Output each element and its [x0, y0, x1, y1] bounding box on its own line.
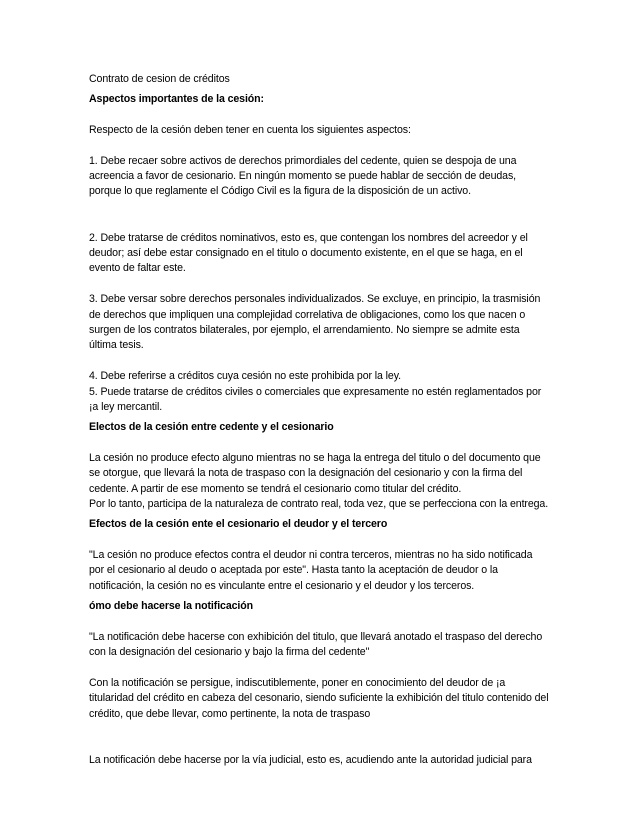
paragraph: 5. Puede tratarse de créditos civiles o comerciales que expresamente no estén reglamentados por ¡a ley mercantil.	[89, 385, 542, 414]
document-title: Contrato de cesion de créditos	[89, 73, 230, 85]
section-heading-electos: Electos de la cesión entre cedente y el cesionario	[89, 421, 334, 434]
section-heading-efectos: Efectos de la cesión ente el cesionario el deudor y el tercero	[89, 518, 388, 531]
paragraph: La notificación debe hacerse por la vía judicial, esto es, acudiendo ante la autoridad judicial para	[89, 753, 532, 766]
paragraph: La cesión no produce efecto alguno mientras no se haga la entrega del titulo o del documento que se otorgue, que llevará la nota de traspaso con la designación del cesionario y con la firma del cedente. A partir de ese momento se tendrá el cesionario como titular del crédito.	[89, 451, 541, 495]
paragraph: "La notificación debe hacerse con exhibición del titulo, que llevará anotado el traspaso del derecho con la designación del cesionario y bajo la firma del cedente"	[89, 630, 543, 658]
section-heading-notificacion: ómo debe hacerse la notificación	[89, 600, 253, 613]
section-heading-aspectos: Aspectos importantes de la cesión:	[89, 93, 264, 106]
document-body	[89, 72, 550, 768]
paragraph: 1. Debe recaer sobre activos de derechos primordiales del cedente, quien se despoja de una acreencia a favor de cesionario. En ningún momento se puede hablar de sección de deudas, porque lo que reglamente el Código Civil es la figura de la disposición de un activo.	[89, 154, 517, 198]
paragraph: "La cesión no produce efectos contra el deudor ni contra terceros, mientras no ha sido notificada por el cesionario al deudo o aceptada por este". Hasta tanto la aceptación de deudor o la notificación, la cesión no es vinculante entre el cesionario y el deudor y los terceros.	[89, 548, 533, 592]
paragraph: 2. Debe tratarse de créditos nominativos, esto es, que contengan los nombres del acreedor y el deudor; así debe estar consignado en el titulo o documento existente, en el que se haga, en el evento de faltar este.	[89, 231, 528, 275]
paragraph: Con la notificación se persigue, indiscutiblemente, poner en conocimiento del deudor de ¡a titularidad del crédito en cabeza del cesonario, siendo suficiente la exhibición del titulo contenido del crédito, que debe llevar, como pertinente, la nota de traspaso	[89, 676, 549, 720]
paragraph: Por lo tanto, participa de la naturaleza de contrato real, toda vez, que se perfecciona con la entrega.	[89, 498, 549, 511]
paragraph: 3. Debe versar sobre derechos personales individualizados. Se excluye, en principio, la trasmisión de derechos que impliquen una complejidad correlativa de obligaciones, como los que nacen o surgen de los contratos bilaterales, por ejemplo, el arrendamiento. No siempre se admite esta última tesis.	[89, 293, 541, 352]
paragraph: 4. Debe referirse a créditos cuya cesión no este prohibida por la ley.	[89, 370, 401, 383]
paragraph: Respecto de la cesión deben tener en cuenta los siguientes aspectos:	[89, 123, 411, 136]
